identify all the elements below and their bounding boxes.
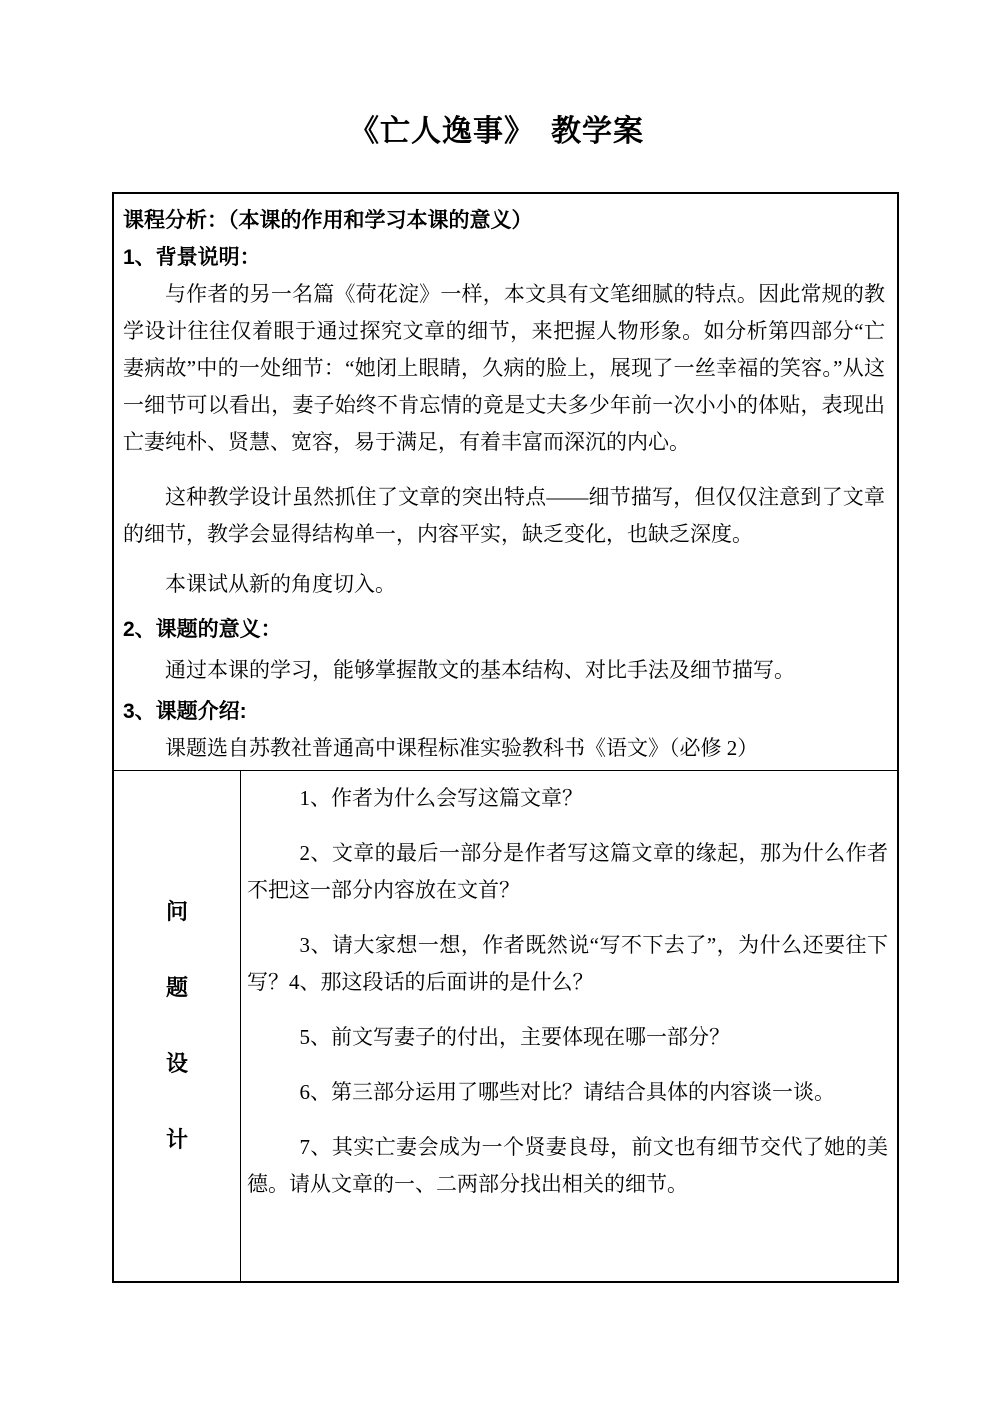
course-analysis-heading: 课程分析：（本课的作用和学习本课的意义） xyxy=(123,209,533,232)
course-analysis-cell xyxy=(114,194,897,770)
question-item: 2、文章的最后一部分是作者写这篇文章的缘起，那为什么作者不把这一部分内容放在文首？ xyxy=(247,841,888,902)
question-item: 6、第三部分运用了哪些对比？请结合具体的内容谈一谈。 xyxy=(299,1080,835,1104)
background-paragraph-3: 本课试从新的角度切入。 xyxy=(165,572,396,596)
question-design-label-char: 题 xyxy=(165,975,188,1000)
question-item: 1、作者为什么会写这篇文章？ xyxy=(299,786,583,810)
question-design-label-char: 设 xyxy=(165,1051,188,1076)
question-design-label-char: 问 xyxy=(165,899,188,924)
introduction-heading: 3、课题介绍: xyxy=(123,700,247,723)
question-item: 7、其实亡妻会成为一个贤妻良母，前文也有细节交代了她的美德。请从文章的一、二两部分找出相关的细节。 xyxy=(247,1135,888,1196)
introduction-paragraph: 课题选自苏教社普通高中课程标准实验教科书《语文》（必修 2） xyxy=(165,736,759,760)
question-design-row xyxy=(114,770,897,1281)
lesson-plan-table xyxy=(112,192,899,1283)
questions-cell xyxy=(241,771,897,1281)
background-paragraph-1: 与作者的另一名篇《荷花淀》一样，本文具有文笔细腻的特点。因此常规的教学设计往往仅着眼于通过探究文章的细节，来把握人物形象。如分析第四部分“亡妻病故”中的一处细节：“她闭上眼睛，久病的脸上，展现了一丝幸福的笑容。”从这一细节可以看出，妻子始终不肯忘情的竟是丈夫多少年前一次小小的体贴，表现出亡妻纯朴、贤慧、宽容，易于满足，有着丰富而深沉的内心。 xyxy=(123,282,885,454)
question-item: 5、前文写妻子的付出，主要体现在哪一部分？ xyxy=(299,1025,730,1049)
question-design-label-char: 计 xyxy=(165,1127,188,1152)
significance-paragraph: 通过本课的学习，能够掌握散文的基本结构、对比手法及细节描写。 xyxy=(165,658,795,682)
question-item: 3、请大家想一想，作者既然说“写不下去了”，为什么还要往下写？4、那这段话的后面讲的是什么？ xyxy=(247,933,888,994)
question-design-label-cell xyxy=(114,771,241,1281)
background-heading: 1、背景说明： xyxy=(123,246,261,269)
page-title: 《亡人逸事》 教学案 xyxy=(349,115,644,148)
background-paragraph-2: 这种教学设计虽然抓住了文章的突出特点——细节描写，但仅仅注意到了文章的细节，教学会显得结构单一，内容平实，缺乏变化，也缺乏深度。 xyxy=(123,485,885,546)
significance-heading: 2、课题的意义： xyxy=(123,618,282,641)
